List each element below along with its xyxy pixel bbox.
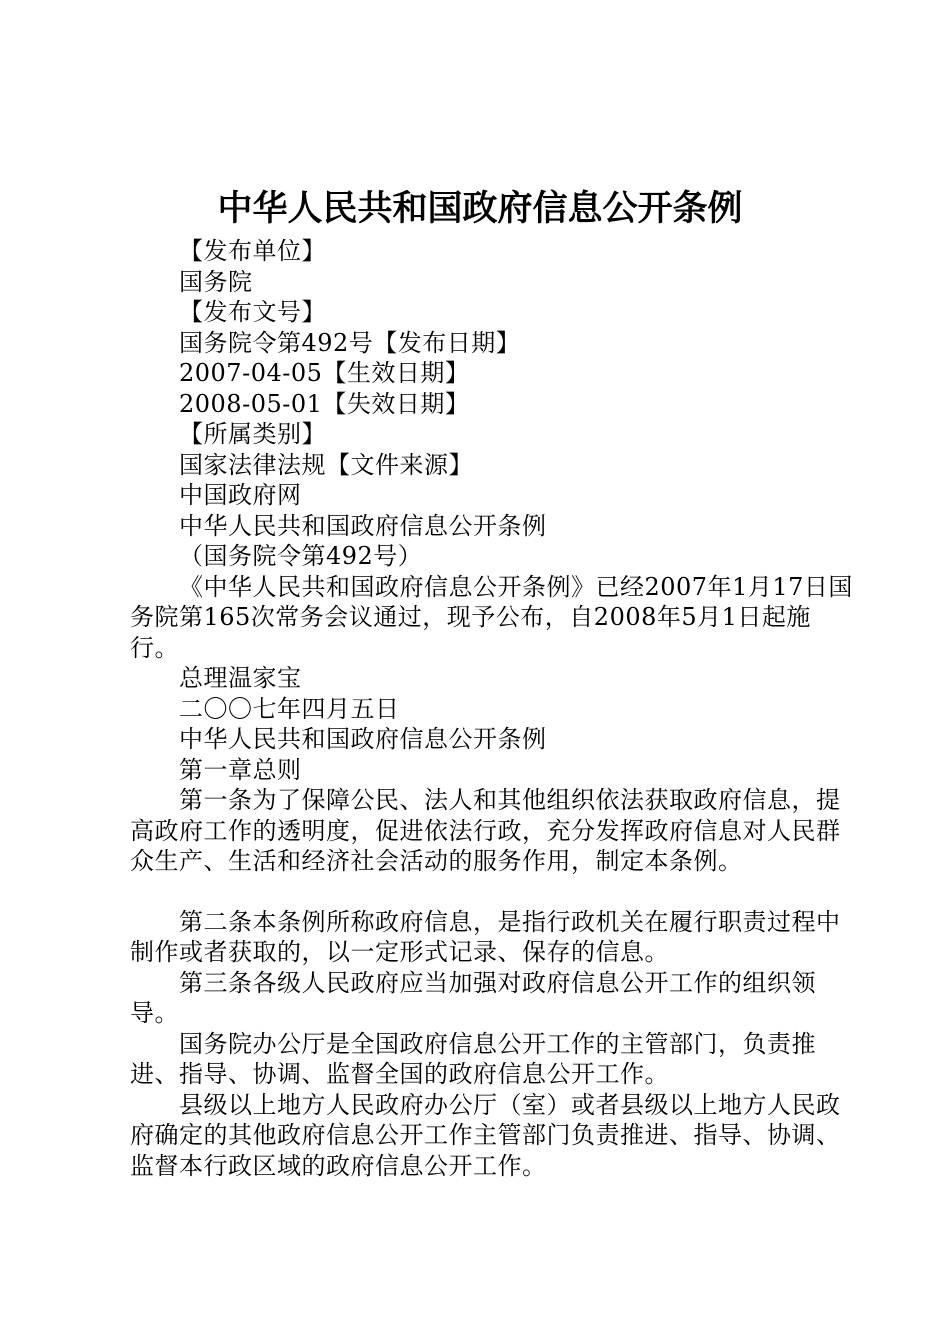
category-heading: 【所属类别】 xyxy=(179,420,326,448)
document-title: 中华人民共和国政府信息公开条例 xyxy=(217,188,743,229)
doc-number-value: 国务院令第492号【发布日期】 xyxy=(179,328,521,357)
signatory: 总理温家宝 xyxy=(179,664,302,692)
category-value: 国家法律法规【文件来源】 xyxy=(179,450,473,479)
article-3-para-2: 国务院办公厅是全国政府信息公开工作的主管部门，负责推进、指导、协调、监督全国的政府信息公开工作。 xyxy=(130,1029,816,1088)
promulgation-date: 二〇〇七年四月五日 xyxy=(179,694,400,723)
source-value: 中国政府网 xyxy=(179,481,302,509)
paragraph-gap xyxy=(130,877,855,907)
article-3: 第三条各级人民政府应当加强对政府信息公开工作的组织领导。 xyxy=(130,968,816,1027)
issuer-heading: 【发布单位】 xyxy=(179,237,326,265)
chapter-heading: 第一章总则 xyxy=(179,755,302,784)
article-1: 第一条为了保障公民、法人和其他组织依法获取政府信息，提高政府工作的透明度，促进依法行政，充分发挥政府信息对人民群众生产、生活和经济社会活动的服务作用，制定本条例。 xyxy=(130,786,841,875)
order-number: （国务院令第492号） xyxy=(179,542,423,570)
document-body xyxy=(130,236,855,1181)
publish-date-value: 2007-04-05【生效日期】 xyxy=(179,359,470,387)
regulation-name: 中华人民共和国政府信息公开条例 xyxy=(179,511,547,540)
article-3-para-3: 县级以上地方人民政府办公厅（室）或者县级以上地方人民政府确定的其他政府信息公开工作主管部门负责推进、指导、协调、监督本行政区域的政府信息公开工作。 xyxy=(130,1090,841,1180)
regulation-title-repeat: 中华人民共和国政府信息公开条例 xyxy=(179,725,547,753)
promulgation-paragraph: 《中华人民共和国政府信息公开条例》已经2007年1月17日国务院第165次常务会议通过，现予公布，自2008年5月1日起施行。 xyxy=(130,572,853,662)
article-2: 第二条本条例所称政府信息，是指行政机关在履行职责过程中制作或者获取的，以一定形式记录、保存的信息。 xyxy=(130,907,841,966)
issuer-value: 国务院 xyxy=(179,267,253,296)
effective-date-value: 2008-05-01【失效日期】 xyxy=(179,389,470,418)
doc-number-heading: 【发布文号】 xyxy=(179,298,326,326)
